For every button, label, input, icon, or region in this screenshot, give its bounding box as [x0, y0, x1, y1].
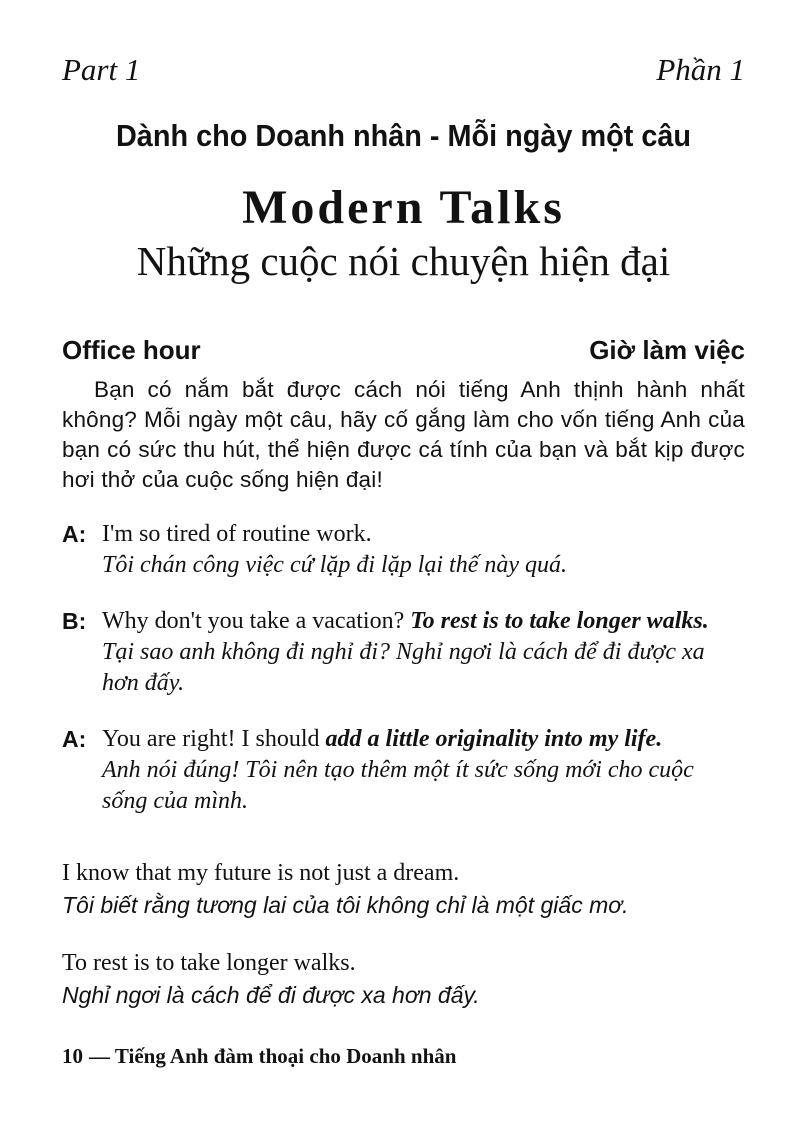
dialogue-vietnamese-line: Tôi chán công việc cứ lặp đi lặp lại thế này quá.	[102, 552, 567, 578]
part-header	[62, 52, 745, 88]
page-footer	[62, 1044, 456, 1069]
dialogue-english-emphasis: To rest is to take longer walks.	[410, 608, 709, 634]
key-sentence-pair	[62, 947, 745, 1011]
book-title-vietnamese: Những cuộc nói chuyện hiện đại	[136, 238, 671, 284]
lesson-heading	[62, 335, 745, 366]
dialogue-vietnamese-line: Anh nói đúng! Tôi nên tạo thêm một ít sức sống mới cho cuộc sống của mình.	[102, 757, 694, 814]
lesson-heading-vi: Giờ làm việc	[589, 335, 745, 365]
dialogue-entry	[62, 606, 745, 699]
speaker-label: A:	[62, 521, 87, 547]
lesson-intro-paragraph: Bạn có nắm bắt được cách nói tiếng Anh thịnh hành nhất không? Mỗi ngày một câu, hãy cố gắng làm cho vốn tiếng Anh của bạn có sức thu hút, thể hiện được cá tính của bạn và bắt kịp được hơi thở của cuộc sống hiện đại!	[62, 377, 745, 492]
page-number: 10	[62, 1044, 83, 1068]
book-title-english: Modern Talks	[242, 181, 565, 234]
dialogue-section	[62, 519, 745, 817]
part-label-en: Part 1	[62, 52, 141, 87]
key-sentences-section	[62, 857, 745, 1011]
dialogue-english-text: I'm so tired of routine work.	[102, 521, 372, 547]
key-sentence-pair	[62, 857, 745, 921]
speaker-label: B:	[62, 608, 87, 634]
dialogue-vietnamese-line: Tại sao anh không đi nghỉ đi? Nghỉ ngơi là cách để đi được xa hơn đấy.	[102, 639, 705, 696]
dialogue-english-emphasis: add a little originality into my life.	[325, 726, 663, 752]
section-title: Dành cho Doanh nhân - Mỗi ngày một câu	[115, 118, 692, 153]
key-sentence-vietnamese: Nghỉ ngơi là cách để đi được xa hơn đấy.	[62, 982, 480, 1008]
dialogue-english-text: You are right! I should	[102, 726, 326, 752]
dialogue-entry	[62, 519, 745, 581]
dialogue-english-text: Why don't you take a vacation?	[102, 608, 411, 634]
key-sentence-english: To rest is to take longer walks.	[62, 950, 356, 976]
lesson-heading-en: Office hour	[62, 335, 201, 365]
dialogue-english-line	[102, 519, 745, 550]
dialogue-entry	[62, 724, 745, 817]
speaker-label: A:	[62, 726, 87, 752]
dialogue-english-line	[102, 724, 745, 755]
dialogue-english-line	[102, 606, 745, 637]
key-sentence-vietnamese: Tôi biết rằng tương lai của tôi không chỉ là một giấc mơ.	[62, 892, 629, 918]
key-sentence-english: I know that my future is not just a dream.	[62, 860, 460, 886]
footer-book-title: — Tiếng Anh đàm thoại cho Doanh nhân	[89, 1044, 457, 1068]
part-label-vi: Phần 1	[656, 52, 745, 87]
